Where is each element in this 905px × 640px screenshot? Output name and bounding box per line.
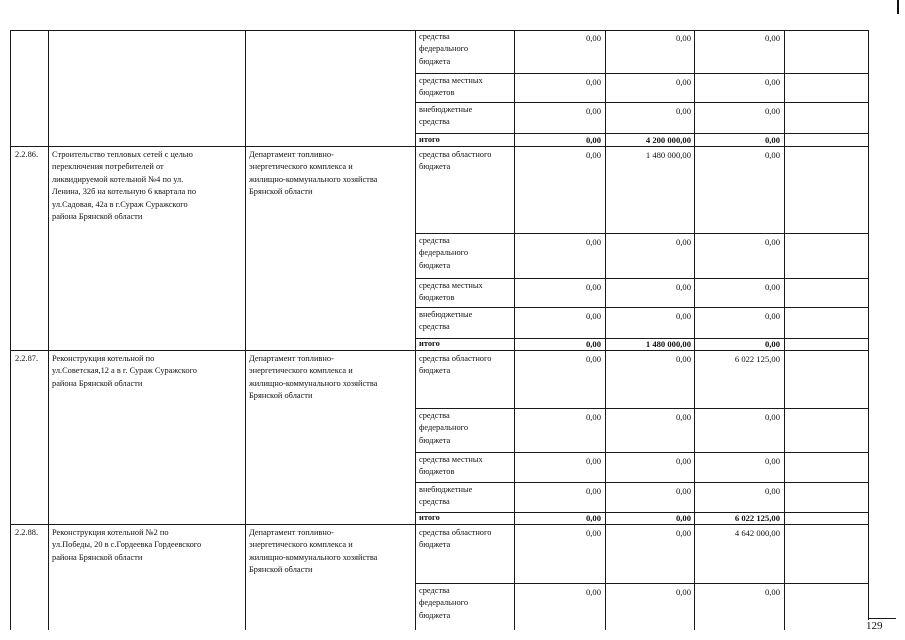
source-label-regional: средства областного бюджета <box>419 150 492 172</box>
value-cell: 0,00 <box>675 456 691 466</box>
grid-line <box>415 307 868 308</box>
value-cell: 0,00 <box>675 33 691 43</box>
source-label-local: средства местных бюджетов <box>419 76 483 98</box>
grid-line <box>868 30 869 620</box>
source-label-total: итого <box>419 513 440 522</box>
grid-line <box>415 482 868 483</box>
value-cell: 0,00 <box>764 135 780 145</box>
value-cell: 0,00 <box>675 528 691 538</box>
value-cell: 0,00 <box>585 486 601 496</box>
grid-line <box>415 452 868 453</box>
value-cell: 0,00 <box>764 77 780 87</box>
value-cell: 0,00 <box>675 77 691 87</box>
grid-line <box>245 30 246 630</box>
grid-line <box>415 233 868 234</box>
grid-line <box>415 73 868 74</box>
value-cell: 0,00 <box>585 311 601 321</box>
grid-line <box>784 30 785 630</box>
value-cell: 0,00 <box>585 77 601 87</box>
row-department: Департамент топливно- энергетического комплекса и жилищно-коммунального хозяйства Брянской области <box>249 354 378 401</box>
scan-edge-mark <box>897 0 899 14</box>
value-cell: 0,00 <box>675 311 691 321</box>
value-cell: 0,00 <box>764 486 780 496</box>
source-label-local: средства местных бюджетов <box>419 455 483 477</box>
value-cell: 1 480 000,00 <box>645 150 691 160</box>
source-label-total: итого <box>419 135 440 144</box>
grid-line <box>415 278 868 279</box>
value-cell: 1 480 000,00 <box>645 339 691 349</box>
value-cell: 0,00 <box>585 456 601 466</box>
value-cell: 0,00 <box>675 354 691 364</box>
grid-line <box>694 30 695 630</box>
source-label-federal: средства федерального бюджета <box>419 32 469 66</box>
source-label-regional: средства областного бюджета <box>419 528 492 550</box>
grid-line <box>605 30 606 630</box>
value-cell: 0,00 <box>764 456 780 466</box>
page-number: 129 <box>866 620 883 632</box>
grid-line <box>415 408 868 409</box>
value-cell: 0,00 <box>585 282 601 292</box>
value-cell: 0,00 <box>764 33 780 43</box>
grid-line <box>415 102 868 103</box>
grid-line <box>514 30 515 630</box>
row-number: 2.2.87. <box>15 354 39 363</box>
value-cell: 0,00 <box>764 311 780 321</box>
source-label-federal: средства федерального бюджета <box>419 236 469 270</box>
value-cell: 0,00 <box>585 106 601 116</box>
row-number: 2.2.88. <box>15 528 39 537</box>
value-cell: 0,00 <box>675 106 691 116</box>
value-cell: 0,00 <box>585 412 601 422</box>
value-cell: 0,00 <box>585 237 601 247</box>
value-cell: 0,00 <box>764 106 780 116</box>
value-cell: 0,00 <box>585 150 601 160</box>
source-label-regional: средства областного бюджета <box>419 354 492 376</box>
value-cell: 0,00 <box>585 587 601 597</box>
value-cell: 6 022 125,00 <box>734 354 780 364</box>
row-department: Департамент топливно- энергетического комплекса и жилищно-коммунального хозяйства Брянской области <box>249 528 378 575</box>
value-cell: 0,00 <box>585 513 601 523</box>
value-cell: 0,00 <box>585 354 601 364</box>
row-title: Строительство тепловых сетей с целью переключения потребителей от ликвидируемой котельной №4 по ул. Ленина, 32б на котельную 6 квартала по ул.Садовая, 42а в г.Сураж Суражского района Брянской области <box>52 150 197 222</box>
row-number: 2.2.86. <box>15 150 39 159</box>
grid-line <box>10 30 11 630</box>
value-cell: 0,00 <box>675 513 691 523</box>
source-label-total: итого <box>419 339 440 348</box>
value-cell: 0,00 <box>675 282 691 292</box>
value-cell: 0,00 <box>585 33 601 43</box>
value-cell: 0,00 <box>764 282 780 292</box>
value-cell: 0,00 <box>764 237 780 247</box>
value-cell: 0,00 <box>764 412 780 422</box>
value-cell: 0,00 <box>764 587 780 597</box>
row-department: Департамент топливно- энергетического комплекса и жилищно-коммунального хозяйства Брянской области <box>249 150 378 197</box>
value-cell: 0,00 <box>675 412 691 422</box>
source-label-local: средства местных бюджетов <box>419 281 483 303</box>
value-cell: 0,00 <box>764 339 780 349</box>
row-title: Реконструкция котельной по ул.Советская,12 а в г. Сураж Суражского района Брянской области <box>52 354 197 388</box>
value-cell: 0,00 <box>585 135 601 145</box>
value-cell: 0,00 <box>675 486 691 496</box>
value-cell: 0,00 <box>585 528 601 538</box>
value-cell: 0,00 <box>585 339 601 349</box>
grid-line <box>415 583 868 584</box>
row-title: Реконструкция котельной №2 по ул.Победы, 20 в с.Гордеевка Гордеевского района Брянской области <box>52 528 202 562</box>
value-cell: 0,00 <box>675 587 691 597</box>
value-cell: 0,00 <box>675 237 691 247</box>
grid-line <box>415 133 868 134</box>
source-label-federal: средства федерального бюджета <box>419 586 469 620</box>
source-label-extra: внебюджетные средства <box>419 485 473 507</box>
value-cell: 0,00 <box>764 150 780 160</box>
value-cell: 4 200 000,00 <box>645 135 691 145</box>
value-cell: 4 642 000,00 <box>734 528 780 538</box>
grid-line <box>415 30 416 630</box>
source-label-extra: внебюджетные средства <box>419 310 473 332</box>
source-label-extra: внебюджетные средства <box>419 105 473 127</box>
value-cell: 6 022 125,00 <box>734 513 780 523</box>
grid-line <box>48 30 49 630</box>
grid-line <box>868 618 896 619</box>
source-label-federal: средства федерального бюджета <box>419 411 469 445</box>
